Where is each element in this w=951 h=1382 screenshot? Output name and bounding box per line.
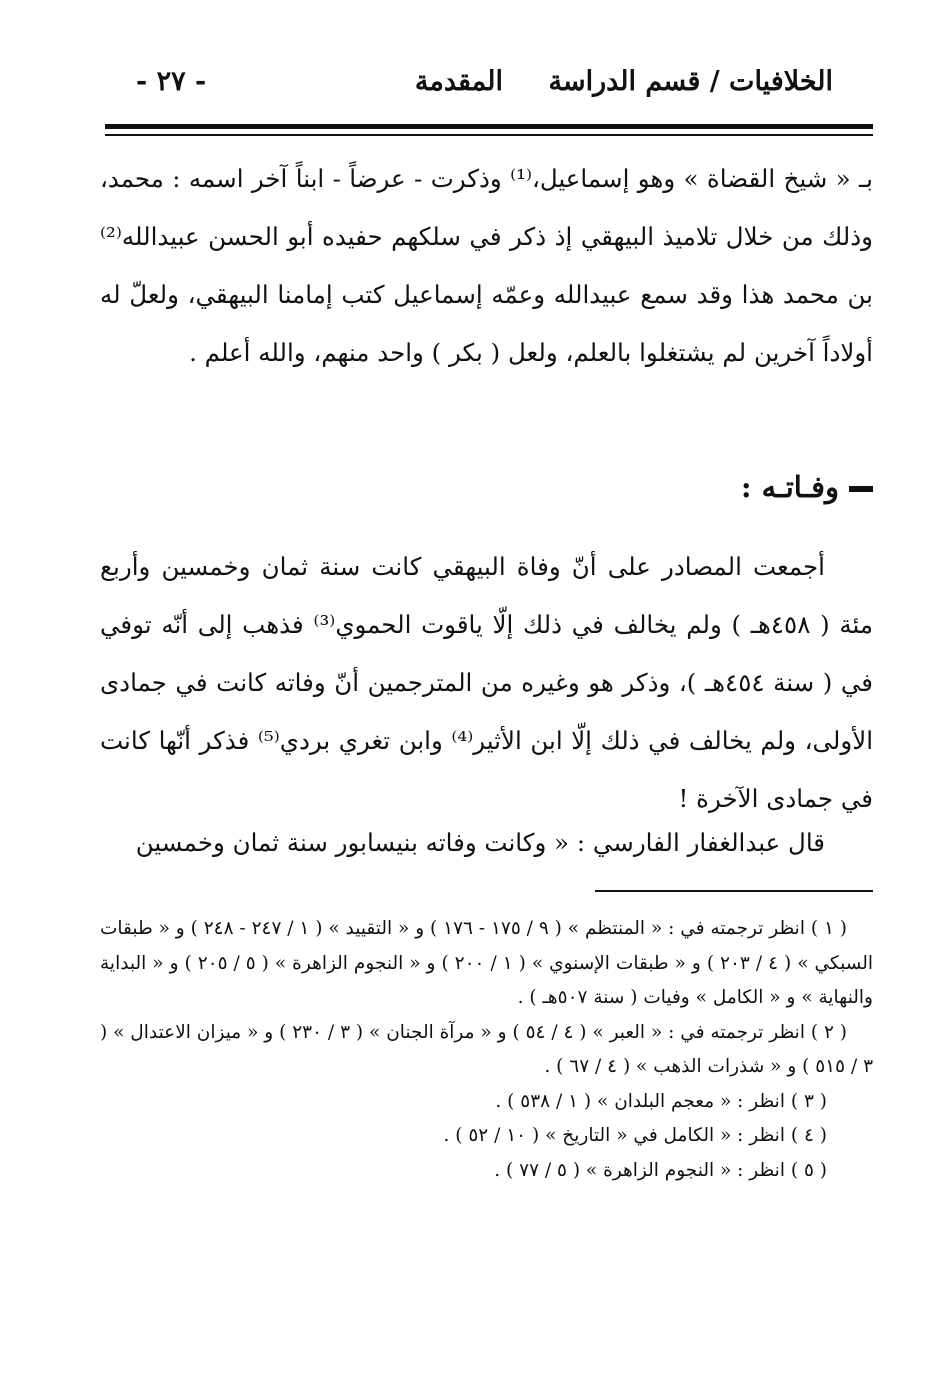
page-number: - ٢٧ -	[136, 66, 207, 97]
footnote-1: ( ١ ) انظر ترجمته في : « المنتظم » ( ٩ / ١٧٥ - ١٧٦ ) و « التقييد » ( ١ / ٢٤٧ - ٢٤٨ ) و « طبقات السبكي » ( ٤ / ٢٠٣ ) و « طبقات الإسنوي » ( ١ / ٢٠٠ ) و « النجوم الزاهرة » ( ٥ / ٢٠٥ ) و « البداية والنهاية » و « الكامل » وفيات ( سنة ٥٠٧هـ ) .	[100, 918, 874, 1008]
footnote-3: ( ٣ ) انظر : « معجم البلدان » ( ١ / ٥٣٨ ) .	[495, 1090, 827, 1112]
paragraph-3: قال عبدالغفار الفارسي : « وكانت وفاته بنيسابور سنة ثمان وخمسين	[135, 828, 825, 857]
body-text-bottom	[100, 814, 873, 872]
footnote-5: ( ٥ ) انظر : « النجوم الزاهرة » ( ٥ / ٧٧ ) .	[494, 1159, 827, 1181]
footnotes	[100, 912, 873, 1188]
heading-dash	[849, 486, 873, 492]
heading-text: وفـاتـه :	[740, 470, 839, 504]
header-section-title: المقدمة	[414, 66, 503, 97]
header-rule-thick	[105, 124, 873, 129]
paragraph-1: بـ « شيخ القضاة » وهو إسماعيل،⁽¹⁾ وذكرت - عرضاً - ابناً آخر اسمه : محمد، وذلك من خلال تلاميذ البيهقي إذ ذكر في سلكهم حفيده أبو الحسن عبيدالله⁽²⁾ بن محمد هذا وقد سمع عبيدالله وعمّه إسماعيل كتب إمامنا البيهقي، ولعلّ له أولاداً آخرين لم يشتغلوا بالعلم، ولعل ( بكر ) واحد منهم، والله أعلم .	[100, 164, 874, 367]
body-text-middle	[100, 538, 873, 828]
header-book-title: الخلافيات / قسم الدراسة	[548, 66, 833, 97]
footnote-separator	[595, 890, 873, 892]
header-rule-thin	[105, 134, 873, 136]
section-heading	[741, 470, 873, 504]
running-header	[118, 66, 833, 116]
body-text-top	[100, 150, 873, 382]
footnote-2: ( ٢ ) انظر ترجمته في : « العبر » ( ٤ / ٥٤ ) و « مرآة الجنان » ( ٣ / ٢٣٠ ) و « ميزان الاعتدال » ( ٣ / ٥١٥ ) و « شذرات الذهب » ( ٤ / ٦٧ ) .	[100, 1021, 873, 1077]
paragraph-2: أجمعت المصادر على أنّ وفاة البيهقي كانت سنة ثمان وخمسين وأربع مئة ( ٤٥٨هـ ) ولم يخالف في ذلك إلّا ياقوت الحموي⁽³⁾ فذهب إلى أنّه توفي في ( سنة ٤٥٤هـ )، وذكر هو وغيره من المترجمين أنّ وفاته كانت في جمادى الأولى، ولم يخالف في ذلك إلّا ابن الأثير⁽⁴⁾ وابن تغري بردي⁽⁵⁾ فذكر أنّها كانت في جمادى الآخرة !	[100, 552, 873, 813]
footnote-4: ( ٤ ) انظر : « الكامل في « التاريخ » ( ١٠ / ٥٢ ) .	[443, 1125, 827, 1146]
